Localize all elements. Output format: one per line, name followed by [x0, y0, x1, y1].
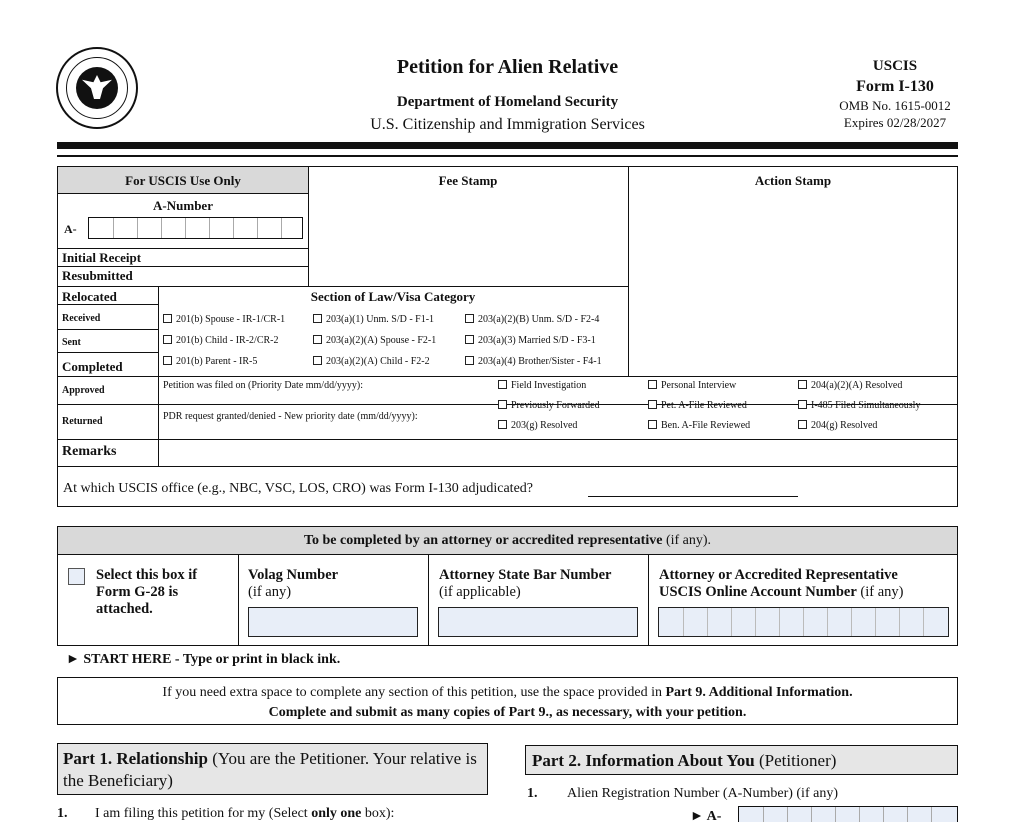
expiration-date: Expires 02/28/2027: [843, 115, 947, 130]
returned-label: Returned: [62, 416, 103, 427]
check-pet-afile[interactable]: Pet. A-File Reviewed: [648, 400, 747, 411]
volag-input[interactable]: [248, 607, 418, 637]
category-checkbox[interactable]: 201(b) Spouse - IR-1/CR-1: [163, 314, 285, 325]
approved-label: Approved: [62, 385, 105, 396]
part1-header: Part 1. Relationship (You are the Petitioner. Your relative is the Beneficiary): [57, 743, 488, 795]
agency-name: U.S. Citizenship and Immigration Services: [370, 116, 645, 133]
attorney-box: [57, 526, 958, 646]
g28-label: Select this box if Form G-28 is attached.: [96, 567, 198, 617]
category-checkbox[interactable]: 203(a)(2)(A) Child - F2-2: [313, 356, 430, 367]
for-uscis-label: For USCIS Use Only: [125, 173, 241, 188]
bar-number-input[interactable]: [438, 607, 638, 637]
attorney-header: To be completed by an attorney or accredited representative (if any).: [58, 527, 957, 555]
a-number-label: A-Number: [153, 198, 213, 213]
a-number-input[interactable]: [88, 217, 303, 239]
bar-number-label: Attorney State Bar Number (if applicable): [439, 567, 612, 600]
uscis-label: USCIS: [872, 58, 918, 74]
resubmitted-label: Resubmitted: [62, 268, 133, 283]
part2-question-1: 1. Alien Registration Number (A-Number) (if any): [527, 786, 838, 801]
check-204g-resolved[interactable]: 204(g) Resolved: [798, 420, 877, 431]
omb-number: OMB No. 1615-0012: [839, 98, 951, 113]
check-previously-forwarded[interactable]: Previously Forwarded: [498, 400, 600, 411]
dhs-seal-icon: [56, 47, 138, 129]
part1-question-1: 1. I am filing this petition for my (Select only one box):: [57, 806, 395, 821]
petitioner-a-number-input[interactable]: [738, 806, 958, 822]
a-number-arrow: ► A-: [690, 809, 722, 822]
online-account-label: Attorney or Accredited Representative USCIS Online Account Number (if any): [659, 567, 904, 600]
extra-space-notice: If you need extra space to complete any section of this petition, use the space provided in Part 9. Additional Information. Complete and submit as many copies of Part 9., as necessary, with your petition.: [57, 677, 958, 725]
category-checkbox[interactable]: 203(a)(2)(A) Spouse - F2-1: [313, 335, 436, 346]
sent-label: Sent: [62, 337, 81, 348]
category-checkbox[interactable]: 201(b) Child - IR-2/CR-2: [163, 335, 279, 346]
uscis-use-only-box: [57, 166, 958, 507]
check-personal-interview[interactable]: Personal Interview: [648, 380, 736, 391]
form-id-block: [820, 58, 970, 131]
check-i485-filed[interactable]: I-485 Filed Simultaneously: [798, 400, 920, 411]
header-rule-thin: [57, 155, 958, 157]
online-account-input[interactable]: [658, 607, 949, 637]
received-label: Received: [62, 313, 101, 324]
category-checkbox[interactable]: 203(a)(2)(B) Unm. S/D - F2-4: [465, 314, 599, 325]
action-stamp-label: Action Stamp: [754, 173, 832, 188]
remarks-label: Remarks: [62, 444, 117, 459]
category-checkbox[interactable]: 203(a)(4) Brother/Sister - F4-1: [465, 356, 602, 367]
office-answer-line[interactable]: [588, 496, 798, 497]
check-203g-resolved[interactable]: 203(g) Resolved: [498, 420, 577, 431]
department-name: Department of Homeland Security: [396, 94, 619, 110]
relocated-label: Relocated: [62, 289, 117, 304]
check-field-investigation[interactable]: Field Investigation: [498, 380, 586, 391]
pdr-label: PDR request granted/denied - New priority date (mm/dd/yyyy):: [163, 411, 418, 422]
g28-checkbox[interactable]: [68, 568, 85, 585]
category-checkbox[interactable]: 203(a)(3) Married S/D - F3-1: [465, 335, 596, 346]
start-here-instruction: ► START HERE - Type or print in black ink.: [66, 652, 341, 667]
check-ben-afile[interactable]: Ben. A-File Reviewed: [648, 420, 750, 431]
completed-label: Completed: [62, 359, 123, 374]
header-rule-thick: [57, 142, 958, 149]
category-checkbox[interactable]: 203(a)(1) Unm. S/D - F1-1: [313, 314, 434, 325]
section-law-label: Section of Law/Visa Category: [310, 289, 476, 304]
initial-receipt-label: Initial Receipt: [62, 250, 142, 265]
fee-stamp-label: Fee Stamp: [438, 173, 498, 188]
volag-label: Volag Number (if any): [248, 567, 339, 600]
category-checkbox[interactable]: 201(b) Parent - IR-5: [163, 356, 257, 367]
priority-date-label: Petition was filed on (Priority Date mm/dd/yyyy):: [163, 380, 363, 391]
office-question: At which USCIS office (e.g., NBC, VSC, LOS, CRO) was Form I-130 adjudicated?: [63, 481, 533, 496]
form-title: Petition for Alien Relative: [396, 56, 619, 78]
form-number: Form I-130: [856, 78, 934, 95]
a-prefix: A-: [64, 222, 77, 236]
check-204a2a-resolved[interactable]: 204(a)(2)(A) Resolved: [798, 380, 902, 391]
part2-header: Part 2. Information About You (Petitioner): [525, 745, 958, 775]
